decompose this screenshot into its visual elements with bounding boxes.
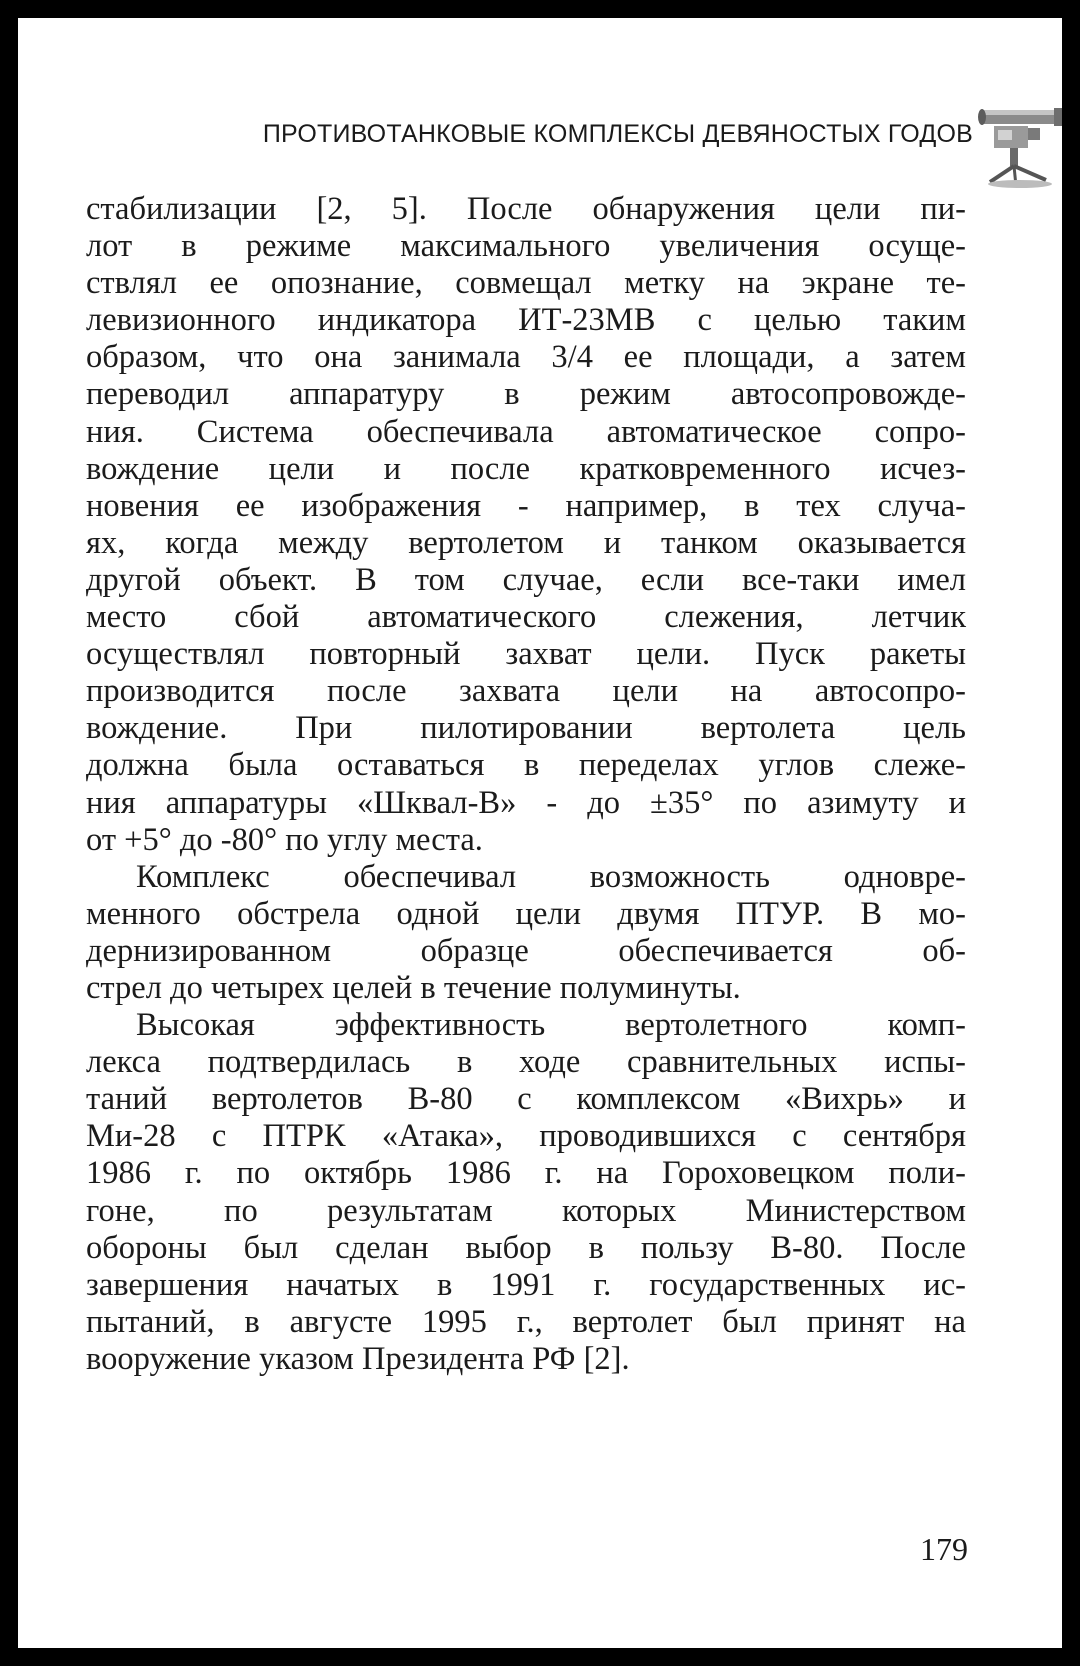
text-line: переводил аппаратуру в режим автосопровожде-	[86, 376, 966, 413]
text-line: дернизированном образце обеспечивается об-	[86, 932, 966, 969]
paragraph	[86, 1007, 966, 1378]
text-line: 1986 г. по октябрь 1986 г. на Гороховецком поли-	[86, 1155, 966, 1192]
text-line: лот в режиме максимального увеличения осуще-	[86, 228, 966, 265]
running-header-title: ПРОТИВОТАНКОВЫЕ КОМПЛЕКСЫ ДЕВЯНОСТЫХ ГОДОВ	[262, 120, 973, 148]
text-line: ях, когда между вертолетом и танком оказывается	[86, 524, 966, 561]
missile-launcher-icon	[976, 96, 1062, 194]
text-line: другой объект. В том случае, если все-таки имел	[86, 561, 966, 598]
text-line: осуществлял повторный захват цели. Пуск ракеты	[86, 636, 966, 673]
text-line: вождение. При пилотировании вертолета цель	[86, 710, 966, 747]
text-line: вооружение указом Президента РФ [2].	[86, 1340, 630, 1377]
text-line: стрел до четырех целей в течение полуминуты.	[86, 969, 741, 1006]
text-line: лекса подтвердилась в ходе сравнительных испы-	[86, 1044, 966, 1081]
text-line: от +5° до -80° по углу места.	[86, 821, 483, 858]
text-line: левизионного индикатора ИТ-23МВ с целью таким	[86, 302, 966, 339]
text-line: гоне, по результатам которых Министерством	[86, 1192, 966, 1229]
text-line: таний вертолетов В-80 с комплексом «Вихрь» и	[86, 1081, 966, 1118]
text-line: Ми-28 с ПТРК «Атака», проводившихся с сентября	[86, 1118, 966, 1155]
text-line: обороны был сделан выбор в пользу В-80. После	[86, 1229, 966, 1266]
text-line: Комплекс обеспечивал возможность одновре-	[136, 858, 966, 895]
text-line: ствлял ее опознание, совмещал метку на экране те-	[86, 265, 966, 302]
text-line: вождение цели и после кратковременного исчез-	[86, 450, 966, 487]
paragraph	[86, 191, 966, 859]
body-text	[86, 191, 966, 1378]
text-line: образом, что она занимала 3/4 ее площади, а затем	[86, 339, 966, 376]
text-line: должна была оставаться в переделах углов слеже-	[86, 747, 966, 784]
text-line: новения ее изображения - например, в тех случа-	[86, 487, 966, 524]
text-line: место сбой автоматического слежения, летчик	[86, 599, 966, 636]
text-line: менного обстрела одной цели двумя ПТУР. В мо-	[86, 895, 966, 932]
book-page	[18, 18, 1062, 1648]
text-line: стабилизации [2, 5]. После обнаружения цели пи-	[86, 191, 966, 227]
text-line: завершения начатых в 1991 г. государственных ис-	[86, 1266, 966, 1303]
text-line: производится после захвата цели на автосопро-	[86, 673, 966, 710]
text-line: пытаний, в августе 1995 г., вертолет был принят на	[86, 1303, 966, 1340]
text-line: ния. Система обеспечивала автоматическое сопро-	[86, 413, 966, 450]
paragraph	[86, 859, 966, 1007]
page-number: 179	[920, 1531, 968, 1567]
text-line: ния аппаратуры «Шквал-В» - до ±35° по азимуту и	[86, 784, 966, 821]
text-line: Высокая эффективность вертолетного комп-	[136, 1007, 966, 1044]
